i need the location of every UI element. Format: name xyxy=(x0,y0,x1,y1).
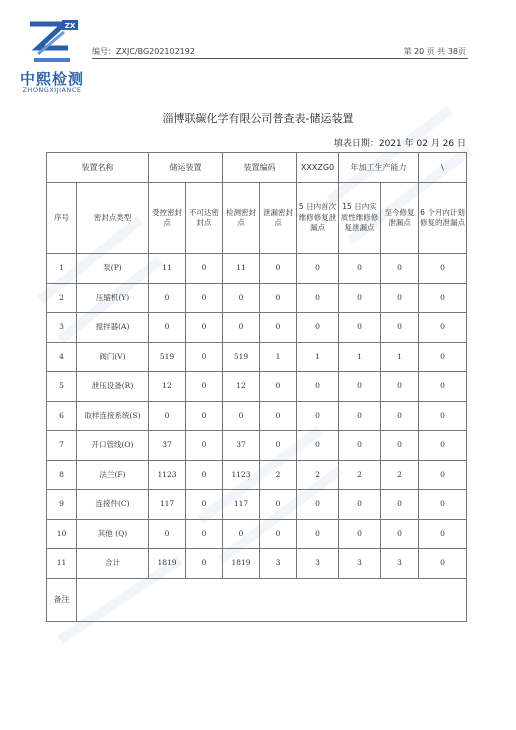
table-cell: 2 xyxy=(297,460,339,490)
table-cell: 泄压设备(R) xyxy=(77,372,149,402)
table-cell: 11 xyxy=(223,254,260,284)
table-row xyxy=(47,519,467,549)
table-cell: 0 xyxy=(339,372,381,402)
table-cell: 37 xyxy=(223,431,260,461)
column-header: 至今修复泄漏点 xyxy=(381,183,419,254)
column-header-row xyxy=(47,183,467,254)
device-code-label: 装置编码 xyxy=(223,153,297,183)
table-cell: 0 xyxy=(381,519,419,549)
table-cell: 37 xyxy=(149,431,186,461)
table-cell: 0 xyxy=(419,490,467,520)
table-cell: 0 xyxy=(297,519,339,549)
table-cell: 0 xyxy=(339,519,381,549)
survey-table xyxy=(46,152,467,622)
table-cell: 0 xyxy=(297,490,339,520)
table-cell: 0 xyxy=(186,313,223,343)
table-row xyxy=(47,283,467,313)
table-cell: 0 xyxy=(419,372,467,402)
table-cell: 0 xyxy=(297,372,339,402)
table-cell: 0 xyxy=(381,254,419,284)
table-cell: 0 xyxy=(381,283,419,313)
device-name-value: 储运装置 xyxy=(149,153,223,183)
table-row xyxy=(47,372,467,402)
table-cell: 0 xyxy=(149,401,186,431)
table-cell: 0 xyxy=(260,283,297,313)
column-header: 6 个月内计划修复的泄漏点 xyxy=(419,183,467,254)
capacity-value: \ xyxy=(419,153,467,183)
table-cell: 阀门(V) xyxy=(77,342,149,372)
table-cell: 0 xyxy=(186,342,223,372)
table-cell: 泵(P) xyxy=(77,254,149,284)
table-row xyxy=(47,342,467,372)
logo-english-name: ZHONGXIJIANCE xyxy=(22,86,82,94)
table-cell: 0 xyxy=(419,460,467,490)
table-cell: 0 xyxy=(186,549,223,579)
table-cell: 2 xyxy=(339,460,381,490)
table-cell: 3 xyxy=(339,549,381,579)
table-cell: 0 xyxy=(381,490,419,520)
column-header: 泄漏密封点 xyxy=(260,183,297,254)
info-row xyxy=(47,153,467,183)
capacity-label: 年加工生产能力 xyxy=(339,153,419,183)
table-cell: 0 xyxy=(223,313,260,343)
column-header: 序号 xyxy=(47,183,77,254)
column-header: 检测密封点 xyxy=(223,183,260,254)
table-cell: 0 xyxy=(186,401,223,431)
table-row xyxy=(47,549,467,579)
table-cell: 0 xyxy=(186,372,223,402)
column-header: 不可达密封点 xyxy=(186,183,223,254)
table-cell: 0 xyxy=(297,313,339,343)
remark-row xyxy=(47,578,467,621)
table-cell: 0 xyxy=(260,401,297,431)
company-logo xyxy=(16,16,88,96)
table-cell: 0 xyxy=(297,431,339,461)
page-title: 淄博联碳化学有限公司普查表-储运装置 xyxy=(162,112,354,125)
table-cell: 1 xyxy=(381,342,419,372)
table-row xyxy=(47,313,467,343)
table-cell: 0 xyxy=(339,401,381,431)
table-cell: 11 xyxy=(47,549,77,579)
table-row xyxy=(47,254,467,284)
svg-text:ZX: ZX xyxy=(64,22,76,30)
table-cell: 0 xyxy=(186,460,223,490)
table-cell: 0 xyxy=(419,401,467,431)
table-cell: 0 xyxy=(419,549,467,579)
table-cell: 开口管线(O) xyxy=(77,431,149,461)
table-cell: 0 xyxy=(381,313,419,343)
table-cell: 0 xyxy=(223,519,260,549)
column-header: 15 日内实质性维修修复泄漏点 xyxy=(339,183,381,254)
table-cell: 法兰(F) xyxy=(77,460,149,490)
table-cell: 8 xyxy=(47,460,77,490)
table-cell: 0 xyxy=(419,254,467,284)
table-cell: 0 xyxy=(260,490,297,520)
table-cell: 0 xyxy=(297,283,339,313)
table-cell: 0 xyxy=(297,401,339,431)
table-cell: 搅拌器(A) xyxy=(77,313,149,343)
table-cell: 0 xyxy=(186,283,223,313)
table-cell: 10 xyxy=(47,519,77,549)
fill-date: 填表日期：2021 年 02 月 26 日 xyxy=(333,139,466,149)
table-cell: 0 xyxy=(149,313,186,343)
table-cell: 0 xyxy=(381,372,419,402)
table-cell: 117 xyxy=(149,490,186,520)
table-cell: 0 xyxy=(339,283,381,313)
table-cell: 0 xyxy=(419,519,467,549)
table-cell: 0 xyxy=(149,283,186,313)
table-cell: 0 xyxy=(186,519,223,549)
table-cell: 0 xyxy=(186,490,223,520)
table-cell: 5 xyxy=(47,372,77,402)
table-cell: 0 xyxy=(223,401,260,431)
table-cell: 0 xyxy=(260,519,297,549)
table-cell: 1 xyxy=(260,342,297,372)
table-cell: 0 xyxy=(223,283,260,313)
table-cell: 3 xyxy=(381,549,419,579)
table-row xyxy=(47,460,467,490)
table-cell: 1 xyxy=(47,254,77,284)
table-row xyxy=(47,431,467,461)
table-cell: 0 xyxy=(419,431,467,461)
table-cell: 0 xyxy=(297,254,339,284)
table-cell: 0 xyxy=(260,431,297,461)
table-cell: 1123 xyxy=(223,460,260,490)
table-cell: 2 xyxy=(260,460,297,490)
table-cell: 0 xyxy=(260,254,297,284)
table-cell: 0 xyxy=(339,431,381,461)
table-cell: 117 xyxy=(223,490,260,520)
column-header: 5 日内首次维修修复泄漏点 xyxy=(297,183,339,254)
device-name-label: 装置名称 xyxy=(47,153,149,183)
table-cell: 压缩机(Y) xyxy=(77,283,149,313)
table-cell: 0 xyxy=(260,313,297,343)
table-cell: 519 xyxy=(223,342,260,372)
table-cell: 0 xyxy=(419,283,467,313)
table-row xyxy=(47,490,467,520)
header-divider xyxy=(92,58,468,59)
page-indicator: 第 20 页 共 38页 xyxy=(403,47,466,56)
table-cell: 12 xyxy=(223,372,260,402)
table-cell: 0 xyxy=(339,254,381,284)
table-cell: 0 xyxy=(381,401,419,431)
table-cell: 519 xyxy=(149,342,186,372)
table-cell: 3 xyxy=(297,549,339,579)
table-cell: 取样连接系统(S) xyxy=(77,401,149,431)
table-cell: 1819 xyxy=(223,549,260,579)
table-cell: 0 xyxy=(149,519,186,549)
table-cell: 1 xyxy=(297,342,339,372)
remark-value xyxy=(77,578,467,621)
table-cell: 6 xyxy=(47,401,77,431)
column-header: 受控密封点 xyxy=(149,183,186,254)
table-cell: 11 xyxy=(149,254,186,284)
table-cell: 其他 (Q) xyxy=(77,519,149,549)
table-cell: 2 xyxy=(381,460,419,490)
table-cell: 0 xyxy=(339,313,381,343)
table-cell: 7 xyxy=(47,431,77,461)
table-cell: 连接件(C) xyxy=(77,490,149,520)
table-cell: 3 xyxy=(260,549,297,579)
table-cell: 0 xyxy=(260,372,297,402)
table-row xyxy=(47,401,467,431)
table-cell: 合计 xyxy=(77,549,149,579)
table-cell: 0 xyxy=(419,313,467,343)
device-code-value: XXXZG0 xyxy=(297,153,339,183)
table-cell: 0 xyxy=(186,431,223,461)
table-cell: 0 xyxy=(381,431,419,461)
table-cell: 2 xyxy=(47,283,77,313)
remark-label: 备注 xyxy=(47,578,77,621)
column-header: 密封点类型 xyxy=(77,183,149,254)
table-cell: 0 xyxy=(186,254,223,284)
table-cell: 0 xyxy=(419,342,467,372)
table-cell: 12 xyxy=(149,372,186,402)
table-cell: 3 xyxy=(47,313,77,343)
table-cell: 9 xyxy=(47,490,77,520)
document-number: 编号：ZXJC/BG202102192 xyxy=(92,47,195,56)
logo-chinese-name: 中熙检测 xyxy=(19,70,84,88)
table-cell: 0 xyxy=(339,490,381,520)
table-cell: 1123 xyxy=(149,460,186,490)
logo-mark-icon xyxy=(24,18,80,68)
table-cell: 1 xyxy=(339,342,381,372)
table-cell: 4 xyxy=(47,342,77,372)
table-cell: 1819 xyxy=(149,549,186,579)
